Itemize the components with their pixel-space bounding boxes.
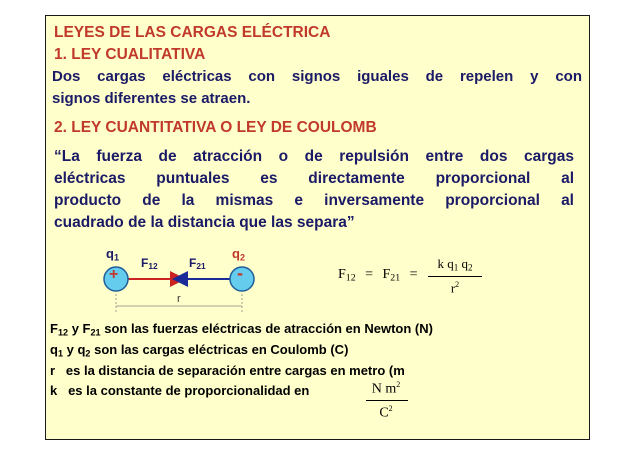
- quote-line: “La fuerza de atracción o de repulsión entre dos cargas: [54, 148, 574, 165]
- f12-label: $F_{12}$: [141, 256, 158, 272]
- formula-fraction-bar: [428, 276, 482, 277]
- unit-denominator: $C^2$: [379, 404, 393, 421]
- formula-numerator: k $q_1$ $q_2$: [437, 256, 473, 273]
- definition-charges: $q_1$ y $q_2$ son las cargas eléctricas en Coulomb (C): [50, 342, 349, 359]
- law2-heading: 2. LEY CUANTITATIVA O LEY DE COULOMB: [54, 119, 377, 136]
- definition-constant: k es la constante de proporcionalidad en: [50, 383, 310, 398]
- q2-label: $q_2$: [232, 246, 246, 263]
- slide-frame: [45, 15, 590, 440]
- distance-r-label: r: [177, 293, 181, 305]
- law1-line1: Dos cargas eléctricas con signos iguales de repelen y con: [52, 68, 582, 85]
- quote-line: cuadrado de la distancia que las separa”: [54, 214, 355, 231]
- unit-numerator: N $m^2$: [371, 380, 401, 397]
- q1-label: $q_1$: [106, 246, 120, 263]
- slide-title: LEYES DE LAS CARGAS ELÉCTRICA: [54, 24, 331, 41]
- law1-heading: 1. LEY CUALITATIVA: [54, 46, 206, 63]
- quote-line: eléctricas puntuales es directamente proporcional al: [54, 170, 574, 187]
- law1-line2: signos diferentes se atraen.: [52, 90, 251, 107]
- minus-sign: -: [237, 263, 243, 283]
- f21-label: $F_{21}$: [189, 256, 206, 272]
- quote-line: producto de la mismas e inversamente proporcional al: [54, 192, 574, 209]
- definition-forces: $F_{12}$ y $F_{21}$ son las fuerzas eléctricas de atracción en Newton (N): [50, 321, 433, 338]
- formula-lhs: $F_{12} = F_{21}$ =: [338, 267, 418, 284]
- plus-sign: +: [109, 266, 119, 283]
- formula-denominator: $r^2$: [450, 280, 460, 296]
- unit-fraction-bar: [366, 400, 408, 401]
- definition-distance: r es la distancia de separación entre cargas en metro (m: [50, 363, 405, 378]
